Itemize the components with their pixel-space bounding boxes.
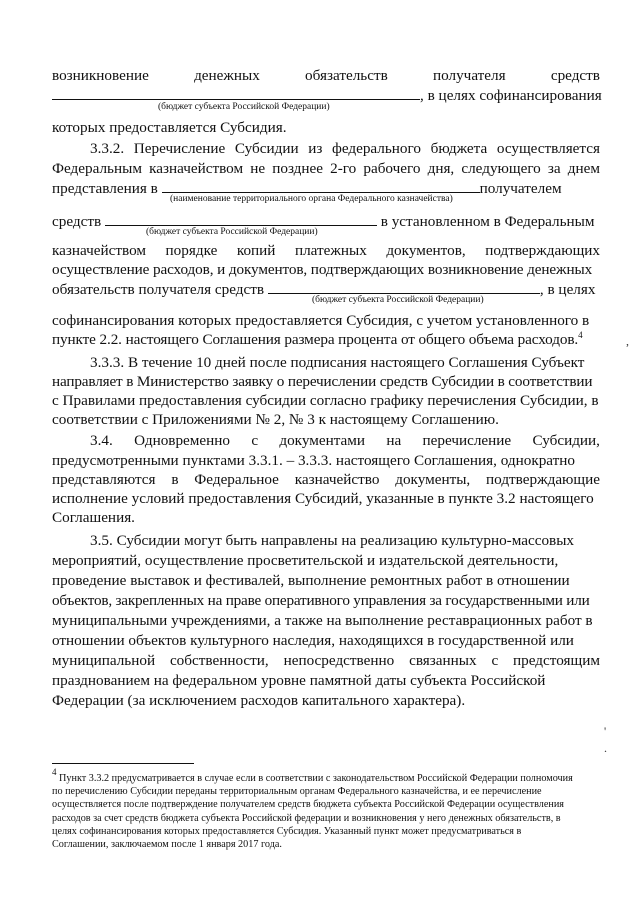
p34-line-3 [52, 470, 600, 490]
p332-line-6: осуществление расходов, и документов, подтверждающих возникновение денежных [52, 261, 593, 278]
p333-line-3: с Правилами предоставления субсидии согласно графику перечисления Субсидии, в [52, 392, 599, 409]
p333-line-1: 3.3.3. В течение 10 дней после подписания настоящего Соглашения Субъект [90, 354, 585, 371]
word: следующего [461, 160, 541, 177]
word: с [251, 432, 259, 449]
word: позднее [272, 160, 324, 177]
scan-mark: . [604, 741, 607, 755]
p1-line-3: которых предоставляется Субсидия. [52, 119, 287, 136]
p35-line-1: 3.5. Субсидии могут быть направлены на реализацию культурно-массовых [90, 532, 575, 549]
caption-budget: (бюджет субъекта Российской Федерации) [312, 295, 484, 305]
word: с [491, 652, 499, 669]
line-text: пункте 2.2. настоящего Соглашения размера процента от общего объема расходов. [52, 331, 579, 348]
p35-line-3: проведение выставок и фестивалей, выполнение ремонтных работ в отношении [52, 572, 570, 589]
word: рабочего [363, 160, 421, 177]
caption-treasury: (наименование территориального органа Федерального казначейства) [170, 194, 453, 204]
p35-line-2: мероприятий, осуществление просветительской и издательской деятельности, [52, 552, 559, 569]
word: возникновение [52, 67, 149, 84]
word: документов, [386, 242, 466, 259]
scan-mark: ' [604, 724, 607, 738]
word: за [547, 160, 561, 177]
word: казначейством [52, 242, 147, 259]
word: Субсидии, [532, 432, 600, 449]
word: не [250, 160, 266, 177]
p35-line-7 [52, 651, 600, 671]
blank-field [52, 85, 420, 100]
word: платежных [294, 242, 367, 259]
word: бюджета [430, 140, 488, 157]
p332-line-2 [52, 159, 600, 179]
word: порядке [165, 242, 218, 259]
word: в [171, 471, 179, 488]
footnote-line: целях софинансирования которых предоставляется Субсидия. Указанный пункт может предусматриваться в [52, 825, 522, 837]
word: муниципальной [52, 652, 156, 669]
word: получателя [432, 67, 506, 84]
blank-field [268, 279, 540, 294]
word: непосредственно [283, 652, 395, 669]
word: 2-го [330, 160, 357, 177]
blank-field [162, 178, 480, 193]
p332-line-8: софинансирования которых предоставляется Субсидия, с учетом установленного в [52, 312, 590, 329]
word: средств [550, 67, 600, 84]
line-text: , в целях софинансирования [420, 87, 602, 104]
p1-line-1 [52, 66, 600, 86]
caption-budget: (бюджет субъекта Российской Федерации) [158, 102, 330, 112]
line-text: обязательств получателя средств [52, 281, 265, 298]
footnote [52, 767, 600, 851]
word: Федеральным [52, 160, 142, 177]
p35-line-9: Федерации (за исключением расходов капитального характера). [52, 692, 466, 709]
word: днем [567, 160, 600, 177]
word: 3.4. [90, 432, 113, 449]
p35-line-4: объектов, закрепленных на праве оперативного управления за государственными или [52, 592, 590, 609]
word: подтверждающие [486, 471, 600, 488]
word: документами [279, 432, 366, 449]
p34-line-2: предусмотренными пунктами 3.3.1. – 3.3.3. настоящего Соглашения, однократно [52, 452, 576, 469]
line-text: , в целях [539, 281, 596, 298]
word: осуществляется [496, 140, 600, 157]
footnote-line [52, 767, 600, 785]
line-text: в установленном в Федеральным [380, 213, 595, 230]
line-text: представления в [52, 180, 158, 197]
blank-field [105, 211, 377, 226]
footnote-line: осуществляется после подтверждение получателем средств бюджета субъекта Российской Федерации осуществления [52, 799, 564, 811]
footnote-marker: 4 [52, 767, 57, 777]
word: копий [236, 242, 276, 259]
p34-line-4: исполнение условий предоставления Субсидий, указанные в пункте 3.2 настоящего [52, 490, 594, 507]
word: связанных [409, 652, 477, 669]
p332-line-5 [52, 241, 600, 261]
p35-line-8: празднованием на федеральном уровне памятной даты субъекта Российской [52, 672, 546, 689]
word: обязательств [305, 67, 388, 84]
word: собственности, [169, 652, 269, 669]
footnote-separator [52, 763, 194, 764]
p34-line-5: Соглашения. [52, 509, 135, 526]
line-text: получателем [479, 180, 562, 197]
word: Одновременно [134, 432, 231, 449]
word: Перечисление [133, 140, 226, 157]
word: казначейством [149, 160, 244, 177]
footnote-line: расходов за счет средств бюджета субъекта Российской федерации и возникновения у него денежных обязательств, в [52, 812, 561, 824]
line-text: средств [52, 213, 102, 230]
p35-line-5: муниципальными учреждениями, а также на выполнение реставрационных работ в [52, 612, 593, 629]
footnote-line: Соглашении, заключаемом после 1 января 2017 года. [52, 839, 282, 851]
p333-line-4: соответствии с Приложениями № 2, № 3 к настоящему Соглашению. [52, 411, 499, 428]
line-text: Пункт 3.3.2 предусматривается в случае если в соответствии с законодательством Российской Федерации полномочия [56, 773, 573, 784]
p34-line-1 [52, 431, 600, 451]
word: из [308, 140, 323, 157]
word: подтверждающих [485, 242, 600, 259]
p333-line-2: направляет в Министерство заявку о перечислении средств Субсидии в соответствии [52, 373, 593, 390]
word: 3.3.2. [90, 140, 125, 157]
word: федерального [331, 140, 421, 157]
word: перечисление [422, 432, 512, 449]
caption-budget: (бюджет субъекта Российской Федерации) [146, 227, 318, 237]
word: предстоящим [513, 652, 600, 669]
footnote-ref: 4 [578, 330, 583, 340]
word: на [386, 432, 402, 449]
p332-line-9 [52, 330, 600, 350]
p332-line-1 [52, 139, 600, 159]
footnote-line: по перечислению Субсидии переданы территориальным органам Федерального казначейства, и ее перечисление [52, 786, 542, 798]
word: Федеральное [194, 471, 279, 488]
word: денежных [194, 67, 260, 84]
p332-line-4 [52, 211, 600, 232]
word: казначейство [294, 471, 380, 488]
word: Субсидии [234, 140, 299, 157]
scan-mark: , [626, 334, 629, 348]
p35-line-6: отношении объектов культурного наследия, находящихся в государственной или [52, 632, 574, 649]
word: дня, [427, 160, 455, 177]
word: документы, [395, 471, 471, 488]
word: представляются [52, 471, 156, 488]
